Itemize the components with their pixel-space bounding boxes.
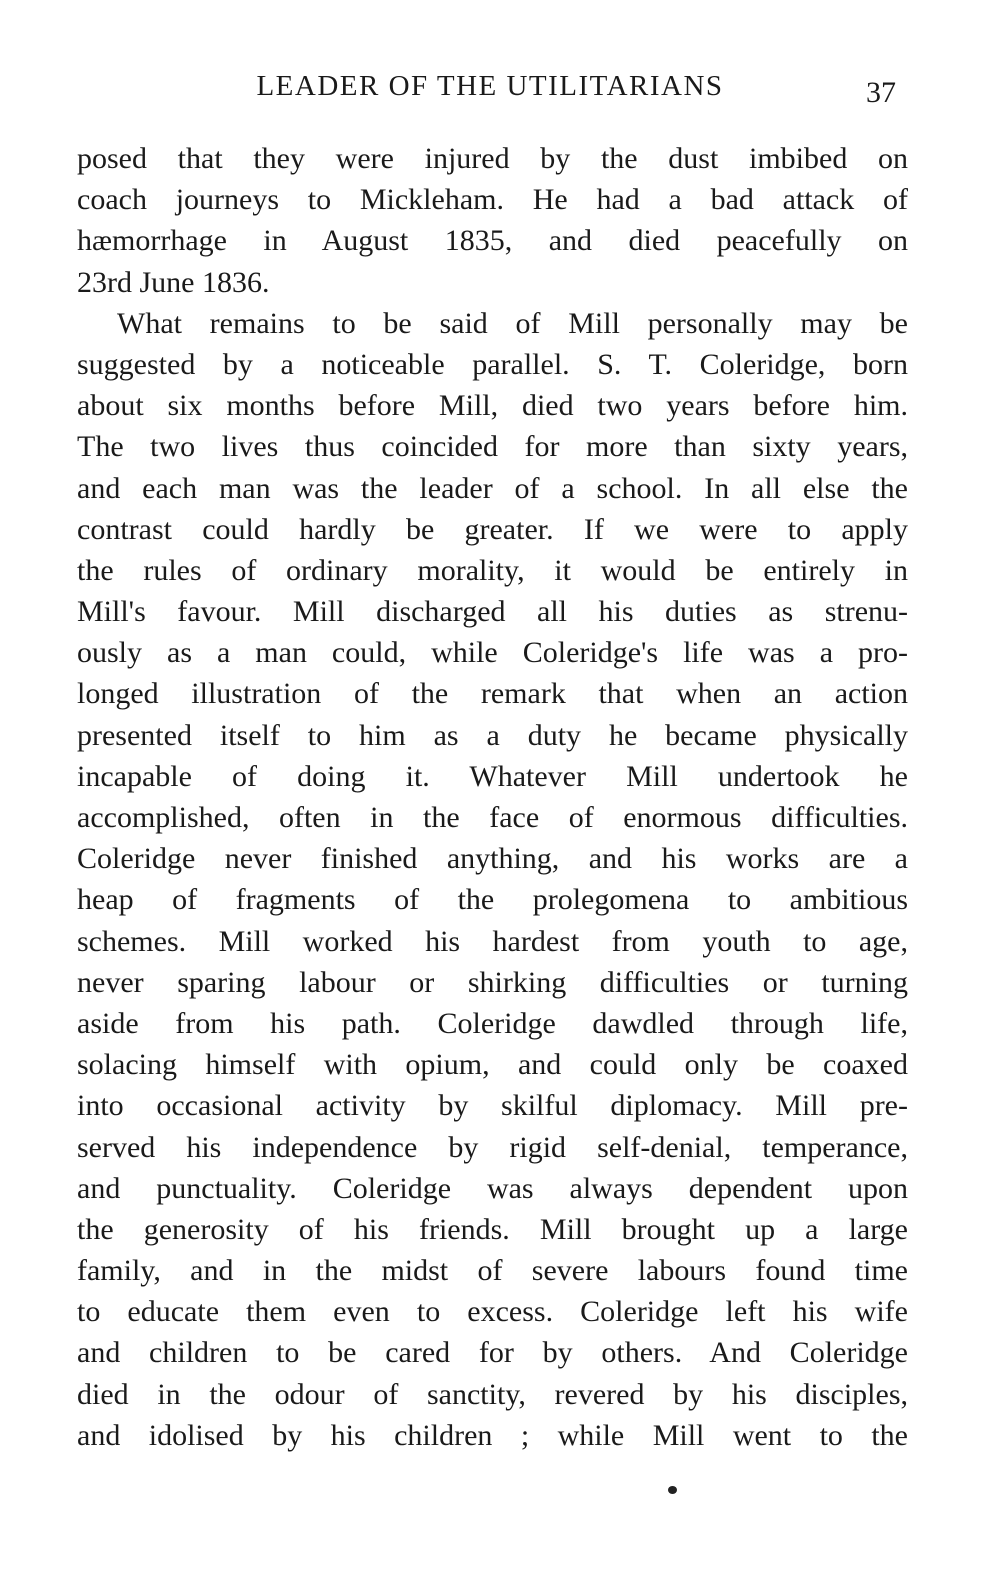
text-line: hæmorrhage in August 1835, and died peacefully on (77, 224, 908, 258)
text-line: 23rd June 1836. (77, 265, 270, 299)
text-line: into occasional activity by skilful diplomacy. Mill pre- (77, 1089, 908, 1123)
text-line: the rules of ordinary morality, it would be entirely in (77, 553, 908, 587)
text-line: Mill's favour. Mill discharged all his duties as strenu- (77, 595, 908, 629)
running-title: LEADER OF THE UTILITARIANS (256, 70, 724, 102)
text-line: schemes. Mill worked his hardest from youth to age, (77, 924, 908, 958)
text-line: the generosity of his friends. Mill brought up a large (77, 1212, 908, 1246)
text-line: family, and in the midst of severe labours found time (77, 1254, 908, 1288)
text-line: What remains to be said of Mill personally may be (117, 306, 908, 340)
text-line: suggested by a noticeable parallel. S. T. Coleridge, born (77, 347, 908, 381)
ink-speck (668, 1486, 677, 1494)
text-line: incapable of doing it. Whatever Mill undertook he (77, 759, 908, 793)
text-line: and each man was the leader of a school. In all else the (77, 471, 908, 505)
text-line: longed illustration of the remark that when an action (77, 677, 908, 711)
text-line: died in the odour of sanctity, revered by his disciples, (77, 1377, 908, 1411)
text-line: The two lives thus coincided for more than sixty years, (77, 430, 908, 464)
text-line: aside from his path. Coleridge dawdled through life, (77, 1006, 908, 1040)
text-line: accomplished, often in the face of enormous difficulties. (77, 801, 908, 834)
text-line: presented itself to him as a duty he became physically (77, 718, 908, 752)
text-line: coach journeys to Mickleham. He had a bad attack of (77, 183, 908, 217)
text-line: to educate them even to excess. Coleridge left his wife (77, 1295, 908, 1329)
text-line: solacing himself with opium, and could only be coaxed (77, 1048, 908, 1082)
text-line: and punctuality. Coleridge was always dependent upon (77, 1171, 908, 1205)
body-text (77, 138, 908, 1456)
text-line: served his independence by rigid self-denial, temperance, (77, 1130, 908, 1164)
text-line: and idolised by his children ; while Mill went to the (77, 1418, 908, 1452)
page-number: 37 (866, 76, 896, 109)
text-line: contrast could hardly be greater. If we were to apply (77, 512, 908, 546)
text-line: never sparing labour or shirking difficulties or turning (77, 965, 908, 999)
text-line: and children to be cared for by others. And Coleridge (77, 1336, 908, 1370)
text-line: about six months before Mill, died two years before him. (77, 389, 908, 423)
text-line: heap of fragments of the prolegomena to ambitious (77, 883, 908, 917)
text-line: posed that they were injured by the dust imbibed on (77, 142, 908, 175)
text-line: ously as a man could, while Coleridge's life was a pro- (77, 636, 908, 670)
text-line: Coleridge never finished anything, and his works are a (77, 842, 908, 876)
